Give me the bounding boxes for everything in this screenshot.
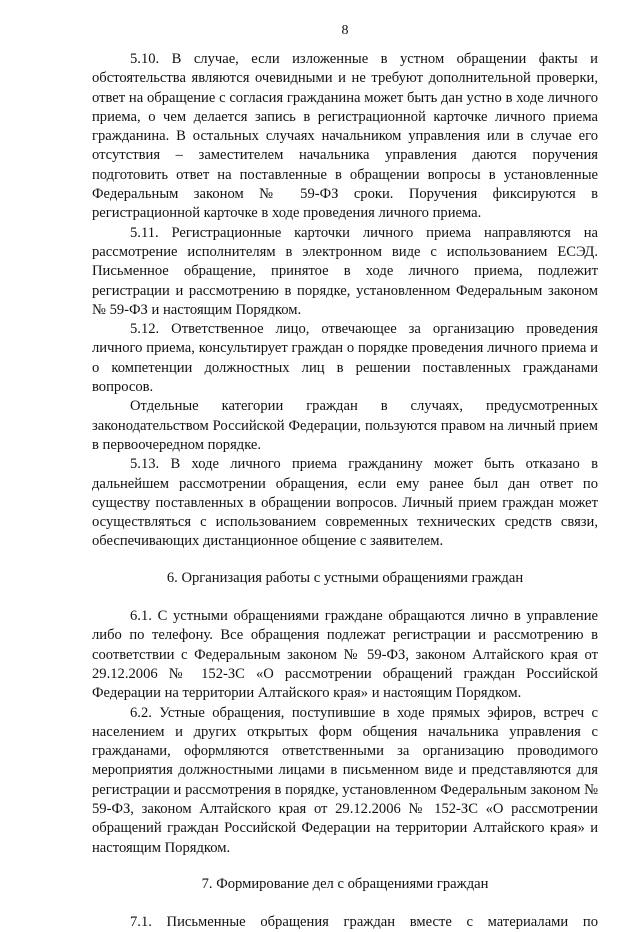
paragraph-5-11: 5.11. Регистрационные карточки личного приема направляются на рассмотрение исполнителям в электронном виде с использованием ЕСЭД. Письменное обращение, принятое в ходе личного приема, подлежит регистрации и рассмотрению в порядке, установленном Федеральным законом № 59-ФЗ и настоящим Порядком. (92, 224, 598, 318)
section-7-heading: 7. Формирование дел с обращениями граждан (201, 875, 489, 892)
paragraph-7-1: 7.1. Письменные обращения граждан вместе с материалами по (130, 914, 598, 931)
paragraph-5-12: 5.12. Ответственное лицо, отвечающее за организацию проведения личного приема, консультирует граждан о порядке проведения личного приема и о компетенции должностных лиц в решении поставленных гражданами вопросов. (92, 321, 598, 396)
paragraph-6-2: 6.2. Устные обращения, поступившие в ходе прямых эфиров, встреч с населением и других открытых форм общения начальника управления с гражданами, оформляются ответственными за организацию проводимого мероприятия должностными лицами в письменном виде и представляются для регистрации и рассмотрения в порядке, установленном Федеральным законом № 59-ФЗ, законом Алтайского края от 29.12.2006 № 152-ЗС «О рассмотрении обращений граждан Российской Федерации на территории Алтайского края» и настоящим Порядком. (92, 704, 598, 856)
section-6-heading: 6. Организация работы с устными обращениями граждан (166, 569, 524, 586)
paragraph-5-10: 5.10. В случае, если изложенные в устном обращении факты и обстоятельства являются очевидными и не требуют дополнительной проверки, ответ на обращение с согласия гражданина может быть дан устно в ходе личного приема, о чем делается запись в регистрационной карточке личного приема гражданина. В остальных случаях начальником управления или в случае его отсутствия – заместителем начальника управления даются поручения подготовить ответ на поставленные в обращении вопросы в установленные Федеральным законом № 59-ФЗ сроки. Поручения фиксируются в регистрационной карточке в ходе проведения личного приема. (92, 51, 598, 222)
paragraph-6-1: 6.1. С устными обращениями граждане обращаются лично в управление либо по телефону. Все обращения подлежат регистрации и рассмотрению в соответствии с Федеральным законом № 59-ФЗ, законом Алтайского края от 29.12.2006 № 152-ЗС «О рассмотрении обращений граждан Российской Федерации на территории Алтайского края» и настоящим Порядком. (92, 608, 598, 702)
document-page (92, 22, 598, 932)
paragraph-5-13: 5.13. В ходе личного приема гражданину может быть отказано в дальнейшем рассмотрении обращения, если ему ранее был дан ответ по существу поставленных в обращении вопросов. Личный прием граждан может осуществляться с использованием современных технических средств связи, обеспечивающих дистанционное общение с заявителем. (92, 456, 598, 550)
page-number: 8 (341, 23, 349, 38)
paragraph-priority-categories: Отдельные категории граждан в случаях, предусмотренных законодательством Российской Федерации, пользуются правом на личный прием в первоочередном порядке. (92, 398, 598, 453)
